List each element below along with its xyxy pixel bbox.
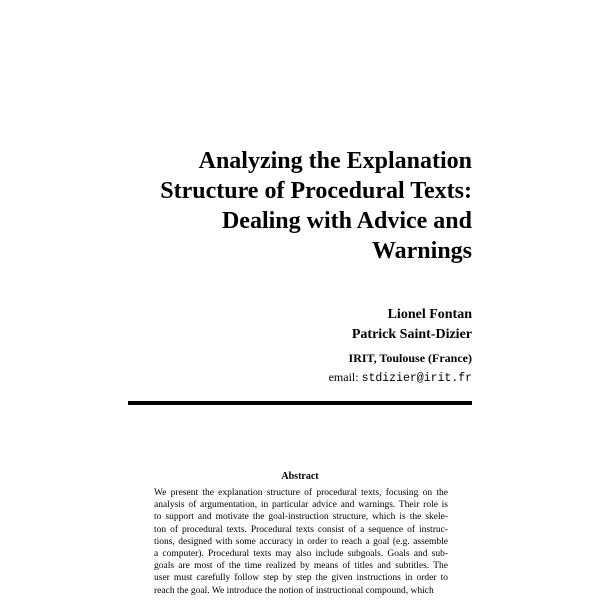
author-name: Patrick Saint-Dizier xyxy=(351,327,472,342)
title-line: Structure of Procedural Texts: xyxy=(160,178,472,204)
email-line xyxy=(152,370,472,386)
abstract-line: reach the goal. We introduce the notion of instructional compound, which xyxy=(154,585,434,596)
email-address: stdizier@irit.fr xyxy=(361,372,472,385)
author-block xyxy=(152,305,472,386)
abstract-line: tions, designed with some accuracy in order to reach a goal (e.g. assemble xyxy=(154,536,448,547)
title-divider-rule xyxy=(128,401,472,405)
abstract-body xyxy=(154,487,448,597)
abstract-line: ton of procedural texts. Procedural texts consist of a sequence of instruc- xyxy=(154,524,448,535)
abstract-line: user must carefully follow step by step the given instructions in order to xyxy=(154,573,448,584)
author-name: Lionel Fontan xyxy=(387,307,472,322)
abstract-line: a computer). Procedural texts may also include subgoals. Goals and sub- xyxy=(154,549,448,560)
title-line: Dealing with Advice and xyxy=(221,208,472,234)
title-line: Analyzing the Explanation xyxy=(198,148,472,174)
email-label: email: xyxy=(328,370,359,384)
abstract-line: to support and motivate the goal-instruction structure, which is the skele- xyxy=(154,512,448,523)
paper-title xyxy=(112,146,472,266)
affiliation: IRIT, Toulouse (France) xyxy=(348,351,472,365)
abstract-heading: Abstract xyxy=(281,471,319,482)
title-line: Warnings xyxy=(371,238,472,264)
abstract-line: analysis of argumentation, in particular advice and warnings. Their role is xyxy=(154,500,448,511)
abstract-line: We present the explanation structure of procedural texts, focusing on the xyxy=(154,488,448,498)
abstract-line: goals are most of the time realized by means of titles and subtitles. The xyxy=(154,561,448,572)
